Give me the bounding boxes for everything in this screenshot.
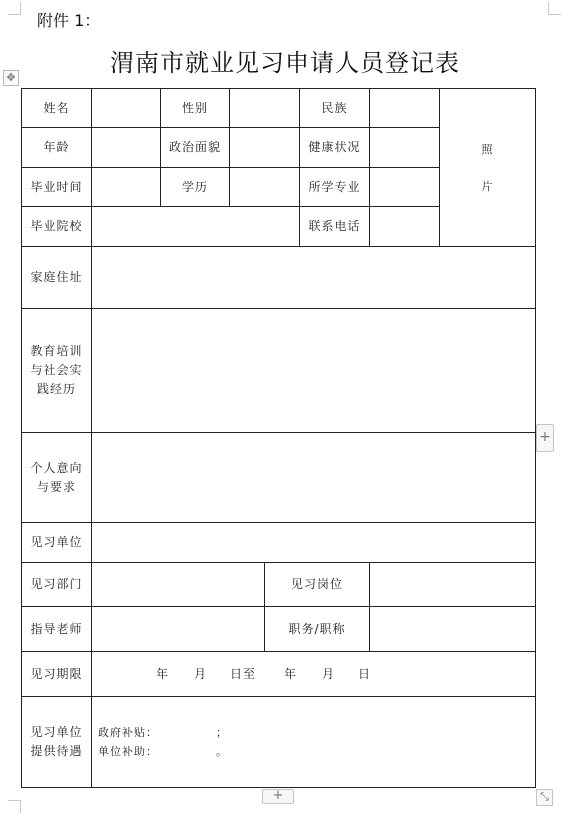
cell-school[interactable] xyxy=(92,207,300,247)
label-political-status: 政治面貌 xyxy=(161,128,230,168)
cell-intern-unit[interactable] xyxy=(92,523,536,563)
label-age: 年龄 xyxy=(22,128,92,168)
label-experience-line1: 教育培训 xyxy=(30,344,83,358)
label-benefit xyxy=(22,697,92,788)
cell-period[interactable] xyxy=(92,652,536,697)
cell-ethnicity[interactable] xyxy=(370,89,440,128)
label-intent-line1: 个人意向 xyxy=(30,460,83,475)
label-gender: 性别 xyxy=(161,89,230,128)
period-day-end: 日 xyxy=(358,666,372,681)
cell-address[interactable] xyxy=(92,247,536,309)
table-move-handle[interactable] xyxy=(3,70,19,86)
label-school: 毕业院校 xyxy=(22,207,92,247)
period-year-start: 年 xyxy=(156,666,170,681)
label-education: 学历 xyxy=(161,168,230,207)
photo-label-1: 照 xyxy=(481,142,494,156)
cell-intern-dept[interactable] xyxy=(92,563,265,607)
cell-phone[interactable] xyxy=(370,207,440,247)
cell-political-status[interactable] xyxy=(230,128,300,168)
form-title: 渭南市就业见习申请人员登记表 xyxy=(110,49,460,77)
period-day-to: 日至 xyxy=(230,666,257,681)
label-experience-line2: 与社会实 xyxy=(30,363,83,377)
cell-health[interactable] xyxy=(370,128,440,168)
photo-label-2: 片 xyxy=(481,179,494,193)
cell-benefit[interactable] xyxy=(92,697,536,788)
label-major: 所学专业 xyxy=(300,168,370,207)
label-experience-line3: 践经历 xyxy=(36,382,76,396)
label-phone: 联系电话 xyxy=(300,207,370,247)
label-mentor: 指导老师 xyxy=(22,607,92,652)
page-corner-mark xyxy=(8,2,21,15)
cell-mentor-title[interactable] xyxy=(370,607,536,652)
cell-major[interactable] xyxy=(370,168,440,207)
registration-table xyxy=(21,88,536,788)
table-resize-handle[interactable] xyxy=(536,789,553,806)
page-corner-mark xyxy=(8,800,21,813)
add-row-button[interactable]: + xyxy=(262,789,294,804)
page-corner-mark xyxy=(548,2,561,15)
cell-intern-post[interactable] xyxy=(370,563,536,607)
attachment-label: 附件 1： xyxy=(37,11,101,30)
label-intent xyxy=(22,433,92,523)
move-arrows-icon: ✥ xyxy=(6,71,16,84)
label-health: 健康状况 xyxy=(300,128,370,168)
label-ethnicity: 民族 xyxy=(300,89,370,128)
label-intent-line2: 与要求 xyxy=(36,479,76,494)
period-year-end: 年 xyxy=(284,666,298,681)
label-intern-post: 见习岗位 xyxy=(265,563,370,607)
label-address: 家庭住址 xyxy=(22,247,92,309)
label-benefit-line2: 提供待遇 xyxy=(30,744,83,758)
period-month-start: 月 xyxy=(194,666,208,681)
label-mentor-title: 职务/职称 xyxy=(265,607,370,652)
label-benefit-line1: 见习单位 xyxy=(30,725,83,739)
gov-subsidy-label: 政府补贴： xyxy=(98,726,158,739)
gov-subsidy-end: ； xyxy=(216,726,228,739)
label-experience xyxy=(22,309,92,433)
add-column-button[interactable]: + xyxy=(536,424,554,452)
label-name: 姓名 xyxy=(22,89,92,128)
cell-graduation-time[interactable] xyxy=(92,168,161,207)
label-graduation-time: 毕业时间 xyxy=(22,168,92,207)
cell-name[interactable] xyxy=(92,89,161,128)
cell-mentor[interactable] xyxy=(92,607,265,652)
unit-subsidy-label: 单位补助： xyxy=(98,745,158,758)
cell-intent[interactable] xyxy=(92,433,536,523)
resize-diagonal-icon: ⤡ xyxy=(540,790,549,803)
cell-education[interactable] xyxy=(230,168,300,207)
cell-experience[interactable] xyxy=(92,309,536,433)
label-intern-unit: 见习单位 xyxy=(22,523,92,563)
cell-gender[interactable] xyxy=(230,89,300,128)
unit-subsidy-end: 。 xyxy=(216,745,228,758)
period-month-end: 月 xyxy=(322,666,336,681)
cell-age[interactable] xyxy=(92,128,161,168)
label-intern-dept: 见习部门 xyxy=(22,563,92,607)
label-period: 见习期限 xyxy=(22,652,92,697)
photo-cell[interactable] xyxy=(440,89,536,247)
